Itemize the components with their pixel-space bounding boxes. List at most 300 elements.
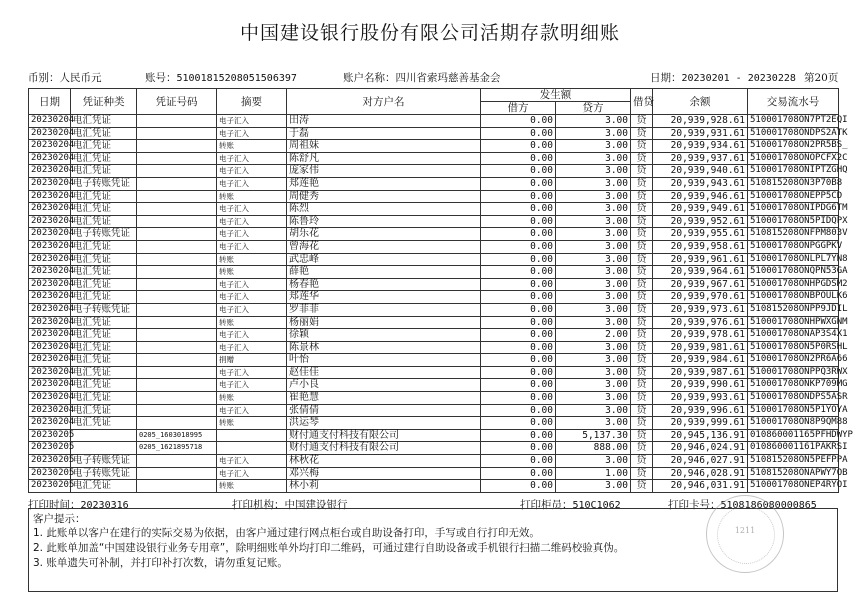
header-transaction-serial: 交易流水号 bbox=[748, 89, 839, 115]
cell-balance: 20,945,136.91 bbox=[653, 429, 748, 442]
cell-counterparty: 林秋花 bbox=[287, 455, 481, 468]
cell-abstract: 电子汇入 bbox=[217, 303, 287, 316]
cell-date: 20230205 bbox=[29, 467, 71, 480]
cell-counterparty: 林小莉 bbox=[287, 480, 481, 493]
cell-transaction-serial: 510001708ONHPWXGNM bbox=[748, 316, 839, 329]
cell-debit-credit: 贷 bbox=[631, 455, 653, 468]
table-row bbox=[29, 341, 839, 354]
cell-credit: 3.00 bbox=[556, 417, 631, 430]
table-row bbox=[29, 467, 839, 480]
cell-credit: 1.00 bbox=[556, 467, 631, 480]
cell-voucher-number bbox=[137, 366, 217, 379]
cell-counterparty: 邓兴梅 bbox=[287, 467, 481, 480]
header-abstract: 摘要 bbox=[217, 89, 287, 115]
table-row bbox=[29, 329, 839, 342]
cell-debit: 0.00 bbox=[481, 140, 556, 153]
cell-credit: 3.00 bbox=[556, 303, 631, 316]
table-row bbox=[29, 417, 839, 430]
cell-voucher-type: 电子转账凭证 bbox=[71, 177, 137, 190]
cell-balance: 20,939,958.61 bbox=[653, 240, 748, 253]
cell-transaction-serial: 510001708ONPPQ3RWX bbox=[748, 366, 839, 379]
cell-credit: 3.00 bbox=[556, 190, 631, 203]
cell-debit-credit: 贷 bbox=[631, 266, 653, 279]
cell-voucher-number bbox=[137, 291, 217, 304]
date-range-value: 20230201 - 20230228 bbox=[681, 73, 796, 84]
date-range-label: 日期： bbox=[650, 72, 682, 84]
cell-debit: 0.00 bbox=[481, 429, 556, 442]
cell-voucher-type: 电汇凭证 bbox=[71, 127, 137, 140]
note-item-1: 1. 此账单以客户在建行的实际交易为依据，由客户通过建行网点柜台或自助设备打印，手写或自行打印无效。 bbox=[33, 527, 540, 539]
cell-voucher-number bbox=[137, 455, 217, 468]
cell-credit: 3.00 bbox=[556, 379, 631, 392]
cell-abstract: 电子汇入 bbox=[217, 240, 287, 253]
cell-voucher-type bbox=[71, 429, 137, 442]
cell-credit: 3.00 bbox=[556, 115, 631, 128]
cell-balance: 20,939,940.61 bbox=[653, 165, 748, 178]
cell-debit-credit: 贷 bbox=[631, 278, 653, 291]
cell-transaction-serial: 510001708ONKP709MG bbox=[748, 379, 839, 392]
cell-transaction-serial: 510001708ONDPS5ASR bbox=[748, 392, 839, 405]
print-date-label: 打印时间： bbox=[28, 499, 81, 511]
cell-date: 20230204 bbox=[29, 329, 71, 342]
cell-voucher-type: 电汇凭证 bbox=[71, 190, 137, 203]
cell-counterparty: 武忠峰 bbox=[287, 253, 481, 266]
cell-voucher-type: 电汇凭证 bbox=[71, 480, 137, 493]
cell-credit: 3.00 bbox=[556, 316, 631, 329]
cell-credit: 3.00 bbox=[556, 480, 631, 493]
cell-counterparty: 财付通支付科技有限公司 bbox=[287, 429, 481, 442]
cell-balance: 20,939,976.61 bbox=[653, 316, 748, 329]
cell-debit: 0.00 bbox=[481, 215, 556, 228]
cell-voucher-type: 电汇凭证 bbox=[71, 291, 137, 304]
transaction-table bbox=[28, 88, 853, 493]
cell-voucher-number bbox=[137, 354, 217, 367]
cell-voucher-number bbox=[137, 404, 217, 417]
cell-voucher-type: 电子转账凭证 bbox=[71, 455, 137, 468]
cell-abstract: 电子汇入 bbox=[217, 329, 287, 342]
currency-label: 币别： bbox=[28, 72, 60, 84]
cell-date: 20230204 bbox=[29, 165, 71, 178]
cell-credit: 888.00 bbox=[556, 442, 631, 455]
cell-counterparty: 庞家伟 bbox=[287, 165, 481, 178]
cell-debit-credit: 贷 bbox=[631, 467, 653, 480]
header-voucher-number: 凭证号码 bbox=[137, 89, 217, 115]
cell-abstract: 电子汇入 bbox=[217, 404, 287, 417]
cell-voucher-number bbox=[137, 392, 217, 405]
cell-debit-credit: 贷 bbox=[631, 354, 653, 367]
cell-transaction-serial: 510001708ONIPTZGHQ bbox=[748, 165, 839, 178]
table-row bbox=[29, 379, 839, 392]
cell-debit-credit: 贷 bbox=[631, 152, 653, 165]
cell-date: 20230204 bbox=[29, 404, 71, 417]
print-org-value: 中国建设银行 bbox=[284, 499, 348, 511]
cell-counterparty: 胡乐花 bbox=[287, 228, 481, 241]
cell-date: 20230204 bbox=[29, 303, 71, 316]
cell-balance: 20,939,984.61 bbox=[653, 354, 748, 367]
cell-transaction-serial: 510001708ON2PR6A66 bbox=[748, 354, 839, 367]
cell-voucher-type: 电汇凭证 bbox=[71, 215, 137, 228]
cell-abstract: 转账 bbox=[217, 253, 287, 266]
cell-voucher-number bbox=[137, 253, 217, 266]
cell-date: 20230204 bbox=[29, 177, 71, 190]
cell-counterparty: 周祖妹 bbox=[287, 140, 481, 153]
cell-abstract: 转账 bbox=[217, 190, 287, 203]
table-row bbox=[29, 429, 839, 442]
cell-date: 20230204 bbox=[29, 392, 71, 405]
cell-voucher-type: 电汇凭证 bbox=[71, 266, 137, 279]
cell-counterparty: 田涛 bbox=[287, 115, 481, 128]
print-teller-value: 510C1062 bbox=[572, 500, 621, 511]
cell-voucher-number bbox=[137, 177, 217, 190]
cell-balance: 20,946,027.91 bbox=[653, 455, 748, 468]
cell-counterparty: 于磊 bbox=[287, 127, 481, 140]
cell-abstract bbox=[217, 429, 287, 442]
cell-balance: 20,939,987.61 bbox=[653, 366, 748, 379]
note-item-3: 3. 账单遗失可补制，并打印补打次数，请勿重复记账。 bbox=[33, 557, 288, 569]
cell-credit: 3.00 bbox=[556, 354, 631, 367]
cell-abstract: 电子汇入 bbox=[217, 165, 287, 178]
cell-balance: 20,946,024.91 bbox=[653, 442, 748, 455]
note-item-2: 2. 此账单加盖“中国建设银行业务专用章”，除明细账单外均打印二维码，可通过建行自助设备或手机银行扫描二维码校验真伪。 bbox=[33, 542, 625, 554]
cell-balance: 20,939,999.61 bbox=[653, 417, 748, 430]
cell-counterparty: 张倩倩 bbox=[287, 404, 481, 417]
cell-transaction-serial: 510001708ONDPS2ATK bbox=[748, 127, 839, 140]
cell-debit: 0.00 bbox=[481, 190, 556, 203]
cell-voucher-number bbox=[137, 316, 217, 329]
table-row bbox=[29, 177, 839, 190]
cell-credit: 3.00 bbox=[556, 228, 631, 241]
cell-balance: 20,939,934.61 bbox=[653, 140, 748, 153]
cell-counterparty: 财付通支付科技有限公司 bbox=[287, 442, 481, 455]
cell-transaction-serial: 510001708ONAP3S4X1 bbox=[748, 329, 839, 342]
header-voucher-type: 凭证种类 bbox=[71, 89, 137, 115]
cell-counterparty: 薛艳 bbox=[287, 266, 481, 279]
cell-voucher-type: 电汇凭证 bbox=[71, 354, 137, 367]
cell-transaction-serial: 510001708ONOPCFX2C bbox=[748, 152, 839, 165]
table-row bbox=[29, 354, 839, 367]
notes-title: 客户提示： bbox=[33, 513, 86, 525]
cell-voucher-type: 电汇凭证 bbox=[71, 366, 137, 379]
table-row bbox=[29, 303, 839, 316]
cell-credit: 3.00 bbox=[556, 203, 631, 216]
cell-counterparty: 叶怡 bbox=[287, 354, 481, 367]
cell-balance: 20,939,943.61 bbox=[653, 177, 748, 190]
cell-transaction-serial: 510001708ON2PR5BS_ bbox=[748, 140, 839, 153]
cell-abstract: 转账 bbox=[217, 480, 287, 493]
cell-debit: 0.00 bbox=[481, 341, 556, 354]
cell-credit: 3.00 bbox=[556, 165, 631, 178]
cell-transaction-serial: 510001708ONLPL7YN8 bbox=[748, 253, 839, 266]
cell-credit: 3.00 bbox=[556, 278, 631, 291]
table-row bbox=[29, 392, 839, 405]
cell-debit: 0.00 bbox=[481, 316, 556, 329]
cell-voucher-type: 电汇凭证 bbox=[71, 165, 137, 178]
cell-debit-credit: 贷 bbox=[631, 429, 653, 442]
cell-debit-credit: 贷 bbox=[631, 228, 653, 241]
cell-debit-credit: 贷 bbox=[631, 177, 653, 190]
cell-debit: 0.00 bbox=[481, 417, 556, 430]
cell-voucher-number bbox=[137, 190, 217, 203]
cell-debit-credit: 贷 bbox=[631, 316, 653, 329]
cell-date: 20230204 bbox=[29, 152, 71, 165]
cell-abstract: 电子汇入 bbox=[217, 379, 287, 392]
cell-voucher-number bbox=[137, 203, 217, 216]
cell-balance: 20,939,949.61 bbox=[653, 203, 748, 216]
header-debit-credit: 借贷 bbox=[631, 89, 653, 115]
account-info bbox=[145, 70, 297, 85]
cell-debit: 0.00 bbox=[481, 240, 556, 253]
cell-voucher-type: 电汇凭证 bbox=[71, 240, 137, 253]
cell-voucher-type: 电汇凭证 bbox=[71, 329, 137, 342]
cell-debit-credit: 贷 bbox=[631, 480, 653, 493]
cell-abstract: 电子汇入 bbox=[217, 467, 287, 480]
cell-date: 20230204 bbox=[29, 127, 71, 140]
cell-counterparty: 杨春艳 bbox=[287, 278, 481, 291]
cell-date: 20230204 bbox=[29, 417, 71, 430]
cell-voucher-number: 0205_1603018995 bbox=[137, 429, 217, 442]
table-row bbox=[29, 228, 839, 241]
table-row bbox=[29, 203, 839, 216]
table-row bbox=[29, 165, 839, 178]
cell-date: 20230204 bbox=[29, 379, 71, 392]
cell-voucher-type: 电汇凭证 bbox=[71, 316, 137, 329]
cell-transaction-serial: 510001708ONEP4RYOI bbox=[748, 480, 839, 493]
cell-debit-credit: 贷 bbox=[631, 329, 653, 342]
cell-transaction-serial: 510001708ONHPGDSM2 bbox=[748, 278, 839, 291]
cell-transaction-serial: 510815208ONAPWY7OB bbox=[748, 467, 839, 480]
bank-seal-inner-ring bbox=[717, 506, 775, 564]
cell-credit: 3.00 bbox=[556, 215, 631, 228]
date-range-info bbox=[650, 70, 796, 85]
cell-balance: 20,946,028.91 bbox=[653, 467, 748, 480]
table-row bbox=[29, 442, 839, 455]
cell-voucher-type: 电汇凭证 bbox=[71, 392, 137, 405]
cell-credit: 3.00 bbox=[556, 152, 631, 165]
cell-transaction-serial: 010860001161PAKRSI bbox=[748, 442, 839, 455]
cell-balance: 20,939,993.61 bbox=[653, 392, 748, 405]
cell-debit-credit: 贷 bbox=[631, 366, 653, 379]
cell-date: 20230205 bbox=[29, 429, 71, 442]
cell-debit: 0.00 bbox=[481, 455, 556, 468]
table-row bbox=[29, 240, 839, 253]
cell-balance: 20,939,990.61 bbox=[653, 379, 748, 392]
cell-credit: 3.00 bbox=[556, 404, 631, 417]
header-balance: 余额 bbox=[653, 89, 748, 115]
cell-counterparty: 徐颖 bbox=[287, 329, 481, 342]
table-row bbox=[29, 152, 839, 165]
account-label: 账号： bbox=[145, 72, 177, 84]
cell-date: 20230205 bbox=[29, 455, 71, 468]
cell-credit: 5,137.30 bbox=[556, 429, 631, 442]
cell-counterparty: 陈烈 bbox=[287, 203, 481, 216]
cell-counterparty: 罗菲菲 bbox=[287, 303, 481, 316]
cell-debit: 0.00 bbox=[481, 266, 556, 279]
table-row bbox=[29, 140, 839, 153]
cell-transaction-serial: 510815208ONPP9JDIL bbox=[748, 303, 839, 316]
cell-credit: 3.00 bbox=[556, 455, 631, 468]
cell-credit: 3.00 bbox=[556, 392, 631, 405]
cell-transaction-serial: 510001708ON7PT2EQI bbox=[748, 115, 839, 128]
cell-abstract: 电子汇入 bbox=[217, 215, 287, 228]
cell-voucher-type: 电汇凭证 bbox=[71, 115, 137, 128]
cell-debit-credit: 贷 bbox=[631, 341, 653, 354]
cell-debit: 0.00 bbox=[481, 253, 556, 266]
cell-debit-credit: 贷 bbox=[631, 392, 653, 405]
print-card-value: 5108186080000865 bbox=[720, 500, 817, 511]
header-counterparty: 对方户名 bbox=[287, 89, 481, 115]
header-date: 日期 bbox=[29, 89, 71, 115]
print-date-value: 20230316 bbox=[80, 500, 129, 511]
account-name-label: 账户名称： bbox=[343, 72, 396, 84]
cell-debit-credit: 贷 bbox=[631, 303, 653, 316]
print-teller-label: 打印柜员： bbox=[520, 499, 573, 511]
cell-debit: 0.00 bbox=[481, 228, 556, 241]
cell-voucher-number bbox=[137, 278, 217, 291]
cell-balance: 20,939,961.61 bbox=[653, 253, 748, 266]
cell-debit-credit: 贷 bbox=[631, 417, 653, 430]
cell-credit: 3.00 bbox=[556, 253, 631, 266]
table-row bbox=[29, 404, 839, 417]
cell-debit: 0.00 bbox=[481, 467, 556, 480]
cell-voucher-type: 电汇凭证 bbox=[71, 152, 137, 165]
cell-debit-credit: 贷 bbox=[631, 253, 653, 266]
cell-transaction-serial: 510001708ONBPOULK6 bbox=[748, 291, 839, 304]
table-row bbox=[29, 291, 839, 304]
table-row bbox=[29, 278, 839, 291]
cell-voucher-number bbox=[137, 228, 217, 241]
cell-credit: 3.00 bbox=[556, 291, 631, 304]
cell-counterparty: 洪运琴 bbox=[287, 417, 481, 430]
cell-credit: 3.00 bbox=[556, 266, 631, 279]
cell-balance: 20,939,967.61 bbox=[653, 278, 748, 291]
cell-transaction-serial: 510001708ONPGGPKV bbox=[748, 240, 839, 253]
cell-voucher-type: 电汇凭证 bbox=[71, 341, 137, 354]
currency-info bbox=[28, 70, 102, 85]
cell-abstract: 电子汇入 bbox=[217, 228, 287, 241]
cell-voucher-type: 电汇凭证 bbox=[71, 379, 137, 392]
cell-debit-credit: 贷 bbox=[631, 291, 653, 304]
cell-voucher-number bbox=[137, 240, 217, 253]
cell-date: 20230204 bbox=[29, 291, 71, 304]
cell-voucher-type: 电子转账凭证 bbox=[71, 467, 137, 480]
cell-debit: 0.00 bbox=[481, 165, 556, 178]
cell-voucher-type: 电子转账凭证 bbox=[71, 228, 137, 241]
cell-voucher-type: 电汇凭证 bbox=[71, 417, 137, 430]
cell-date: 20230205 bbox=[29, 442, 71, 455]
header-credit: 贷方 bbox=[556, 102, 631, 115]
print-card-label: 打印卡号： bbox=[668, 499, 721, 511]
cell-balance: 20,939,955.61 bbox=[653, 228, 748, 241]
cell-debit-credit: 贷 bbox=[631, 115, 653, 128]
cell-balance: 20,939,964.61 bbox=[653, 266, 748, 279]
cell-voucher-number bbox=[137, 341, 217, 354]
cell-debit: 0.00 bbox=[481, 442, 556, 455]
cell-date: 20230204 bbox=[29, 253, 71, 266]
cell-voucher-number bbox=[137, 379, 217, 392]
cell-voucher-number bbox=[137, 115, 217, 128]
cell-voucher-type: 电汇凭证 bbox=[71, 140, 137, 153]
cell-credit: 3.00 bbox=[556, 127, 631, 140]
cell-transaction-serial: 510001708ON5PIDQPX bbox=[748, 215, 839, 228]
cell-debit: 0.00 bbox=[481, 278, 556, 291]
cell-abstract: 电子汇入 bbox=[217, 152, 287, 165]
cell-debit: 0.00 bbox=[481, 354, 556, 367]
bank-seal-text: 1211 bbox=[734, 526, 756, 535]
cell-voucher-number bbox=[137, 467, 217, 480]
cell-debit-credit: 贷 bbox=[631, 442, 653, 455]
cell-balance: 20,939,946.61 bbox=[653, 190, 748, 203]
cell-voucher-type: 电子转账凭证 bbox=[71, 303, 137, 316]
cell-balance: 20,939,970.61 bbox=[653, 291, 748, 304]
cell-transaction-serial: 510001708ONIPDG6TM bbox=[748, 203, 839, 216]
cell-date: 20230204 bbox=[29, 341, 71, 354]
cell-abstract: 电子汇入 bbox=[217, 177, 287, 190]
cell-transaction-serial: 510001708ON8P9QM88 bbox=[748, 417, 839, 430]
cell-voucher-number bbox=[137, 480, 217, 493]
cell-voucher-number bbox=[137, 215, 217, 228]
cell-date: 20230204 bbox=[29, 215, 71, 228]
cell-debit-credit: 贷 bbox=[631, 240, 653, 253]
cell-date: 20230204 bbox=[29, 240, 71, 253]
cell-abstract: 转账 bbox=[217, 140, 287, 153]
table-row bbox=[29, 190, 839, 203]
cell-date: 20230204 bbox=[29, 115, 71, 128]
cell-date: 20230204 bbox=[29, 316, 71, 329]
cell-debit-credit: 贷 bbox=[631, 140, 653, 153]
currency-value: 人民币元 bbox=[59, 72, 102, 84]
cell-abstract bbox=[217, 442, 287, 455]
cell-credit: 3.00 bbox=[556, 240, 631, 253]
cell-debit: 0.00 bbox=[481, 152, 556, 165]
cell-date: 20230204 bbox=[29, 190, 71, 203]
statement-title: 中国建设银行股份有限公司活期存款明细账 bbox=[239, 22, 620, 44]
bank-seal-stamp bbox=[706, 495, 784, 573]
cell-voucher-type: 电汇凭证 bbox=[71, 404, 137, 417]
cell-debit: 0.00 bbox=[481, 291, 556, 304]
cell-debit-credit: 贷 bbox=[631, 165, 653, 178]
table-row bbox=[29, 455, 839, 468]
cell-abstract: 转账 bbox=[217, 316, 287, 329]
cell-debit-credit: 贷 bbox=[631, 203, 653, 216]
cell-debit: 0.00 bbox=[481, 115, 556, 128]
cell-abstract: 转账 bbox=[217, 266, 287, 279]
cell-transaction-serial: 510001708ONQPN53GA bbox=[748, 266, 839, 279]
cell-balance: 20,939,978.61 bbox=[653, 329, 748, 342]
table-row bbox=[29, 266, 839, 279]
cell-debit: 0.00 bbox=[481, 127, 556, 140]
cell-credit: 3.00 bbox=[556, 366, 631, 379]
table-row bbox=[29, 316, 839, 329]
cell-debit: 0.00 bbox=[481, 480, 556, 493]
cell-abstract: 电子汇入 bbox=[217, 127, 287, 140]
cell-transaction-serial: 510815208ONFPM803V bbox=[748, 228, 839, 241]
cell-transaction-serial: 010860001165PFHDWYP bbox=[748, 429, 839, 442]
cell-abstract: 捐赠 bbox=[217, 354, 287, 367]
cell-counterparty: 陈鲁玲 bbox=[287, 215, 481, 228]
cell-voucher-type: 电汇凭证 bbox=[71, 278, 137, 291]
cell-debit-credit: 贷 bbox=[631, 404, 653, 417]
cell-voucher-number bbox=[137, 140, 217, 153]
cell-voucher-number bbox=[137, 329, 217, 342]
print-org-label: 打印机构： bbox=[232, 499, 285, 511]
table-row bbox=[29, 253, 839, 266]
cell-voucher-number bbox=[137, 266, 217, 279]
table-row bbox=[29, 366, 839, 379]
table-row bbox=[29, 215, 839, 228]
account-name-info bbox=[343, 70, 501, 85]
cell-counterparty: 崔艳慧 bbox=[287, 392, 481, 405]
cell-abstract: 转账 bbox=[217, 417, 287, 430]
